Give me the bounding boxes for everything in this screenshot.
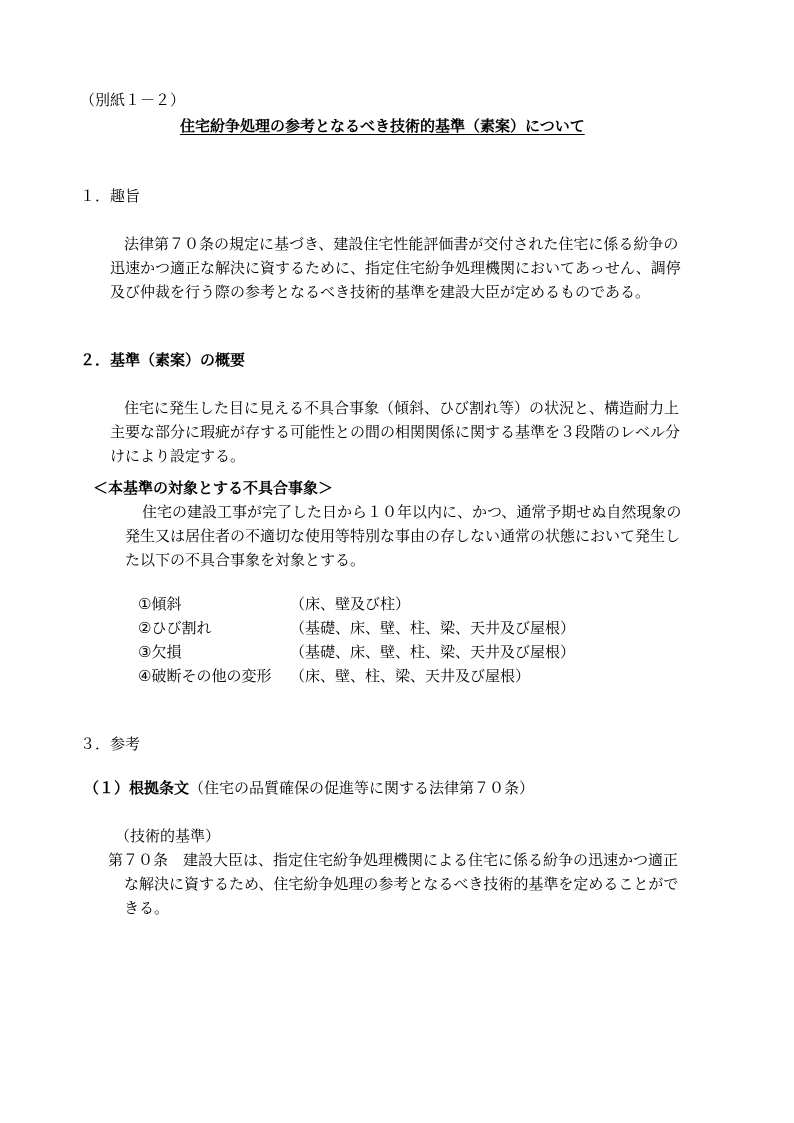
article-line: きる。 [124,899,170,917]
article-line: 第７０条 建設大臣は、指定住宅紛争処理機関による住宅に係る紛争の迅速かつ適正 [108,851,679,869]
scope-line: た以下の不具合事象を対象とする。 [125,551,366,569]
defect-parts: （基礎、床、壁、柱、梁、天井及び屋根） [290,643,576,661]
section3-heading: ３．参考 [80,735,141,753]
document-title: 住宅紛争処理の参考となるべき技術的基準（素案）について [180,117,585,135]
legal-basis-note: （住宅の品質確保の促進等に関する法律第７０条） [189,779,535,797]
defect-list [138,592,575,688]
article-body [0,848,678,920]
defect-row [138,664,575,688]
section2-line: けにより設定する。 [110,447,246,465]
attachment-label: （別紙１－２） [80,91,186,109]
section1-line: 迅速かつ適正な解決に資するために、指定住宅紛争処理機関においてあっせん、調停 [110,259,681,277]
section2-body [0,396,680,468]
defect-term: ④破断その他の変形 [138,667,272,685]
legal-basis-label: （１）根拠条文 [84,779,190,797]
defect-term: ③欠損 [138,643,182,661]
scope-subheading: ＜本基準の対象とする不具合事象＞ [93,479,334,497]
section1-line: 法律第７０条の規定に基づき、建設住宅性能評価書が交付された住宅に係る紛争の [124,235,679,253]
section1-line: 及び仲裁を行う際の参考となるべき技術的基準を建設大臣が定めるものである。 [110,283,651,301]
defect-parts: （床、壁、柱、梁、天井及び屋根） [290,667,531,685]
defect-term: ①傾斜 [138,595,182,613]
section2-line: 主要な部分に瑕疵が存する可能性との間の相関関係に関する基準を３段階のレベル分 [110,423,681,441]
section2-line: 住宅に発生した目に見える不具合事象（傾斜、ひび割れ等）の状況と、構造耐力上 [124,399,680,417]
section2-heading: ２．基準（素案）の概要 [80,351,246,369]
scope-line: 発生又は居住者の不適切な使用等特別な事由の存しない通常の状態において発生し [125,527,681,545]
article-caption: （技術的基準） [115,827,221,845]
defect-parts: （基礎、床、壁、柱、梁、天井及び屋根） [290,619,576,637]
article-line: な解決に資するため、住宅紛争処理の参考となるべき技術的基準を定めることがで [124,875,679,893]
defect-row [138,640,575,664]
scope-body [0,500,681,572]
defect-row [138,616,575,640]
defect-parts: （床、壁及び柱） [290,595,411,613]
defect-term: ②ひび割れ [138,619,212,637]
section1-heading: １．趣旨 [80,187,141,205]
section1-body [0,232,681,304]
scope-line: 住宅の建設工事が完了した日から１０年以内に、かつ、通常予期せぬ自然現象の [142,503,682,521]
legal-basis [84,776,534,800]
defect-row [138,592,575,616]
